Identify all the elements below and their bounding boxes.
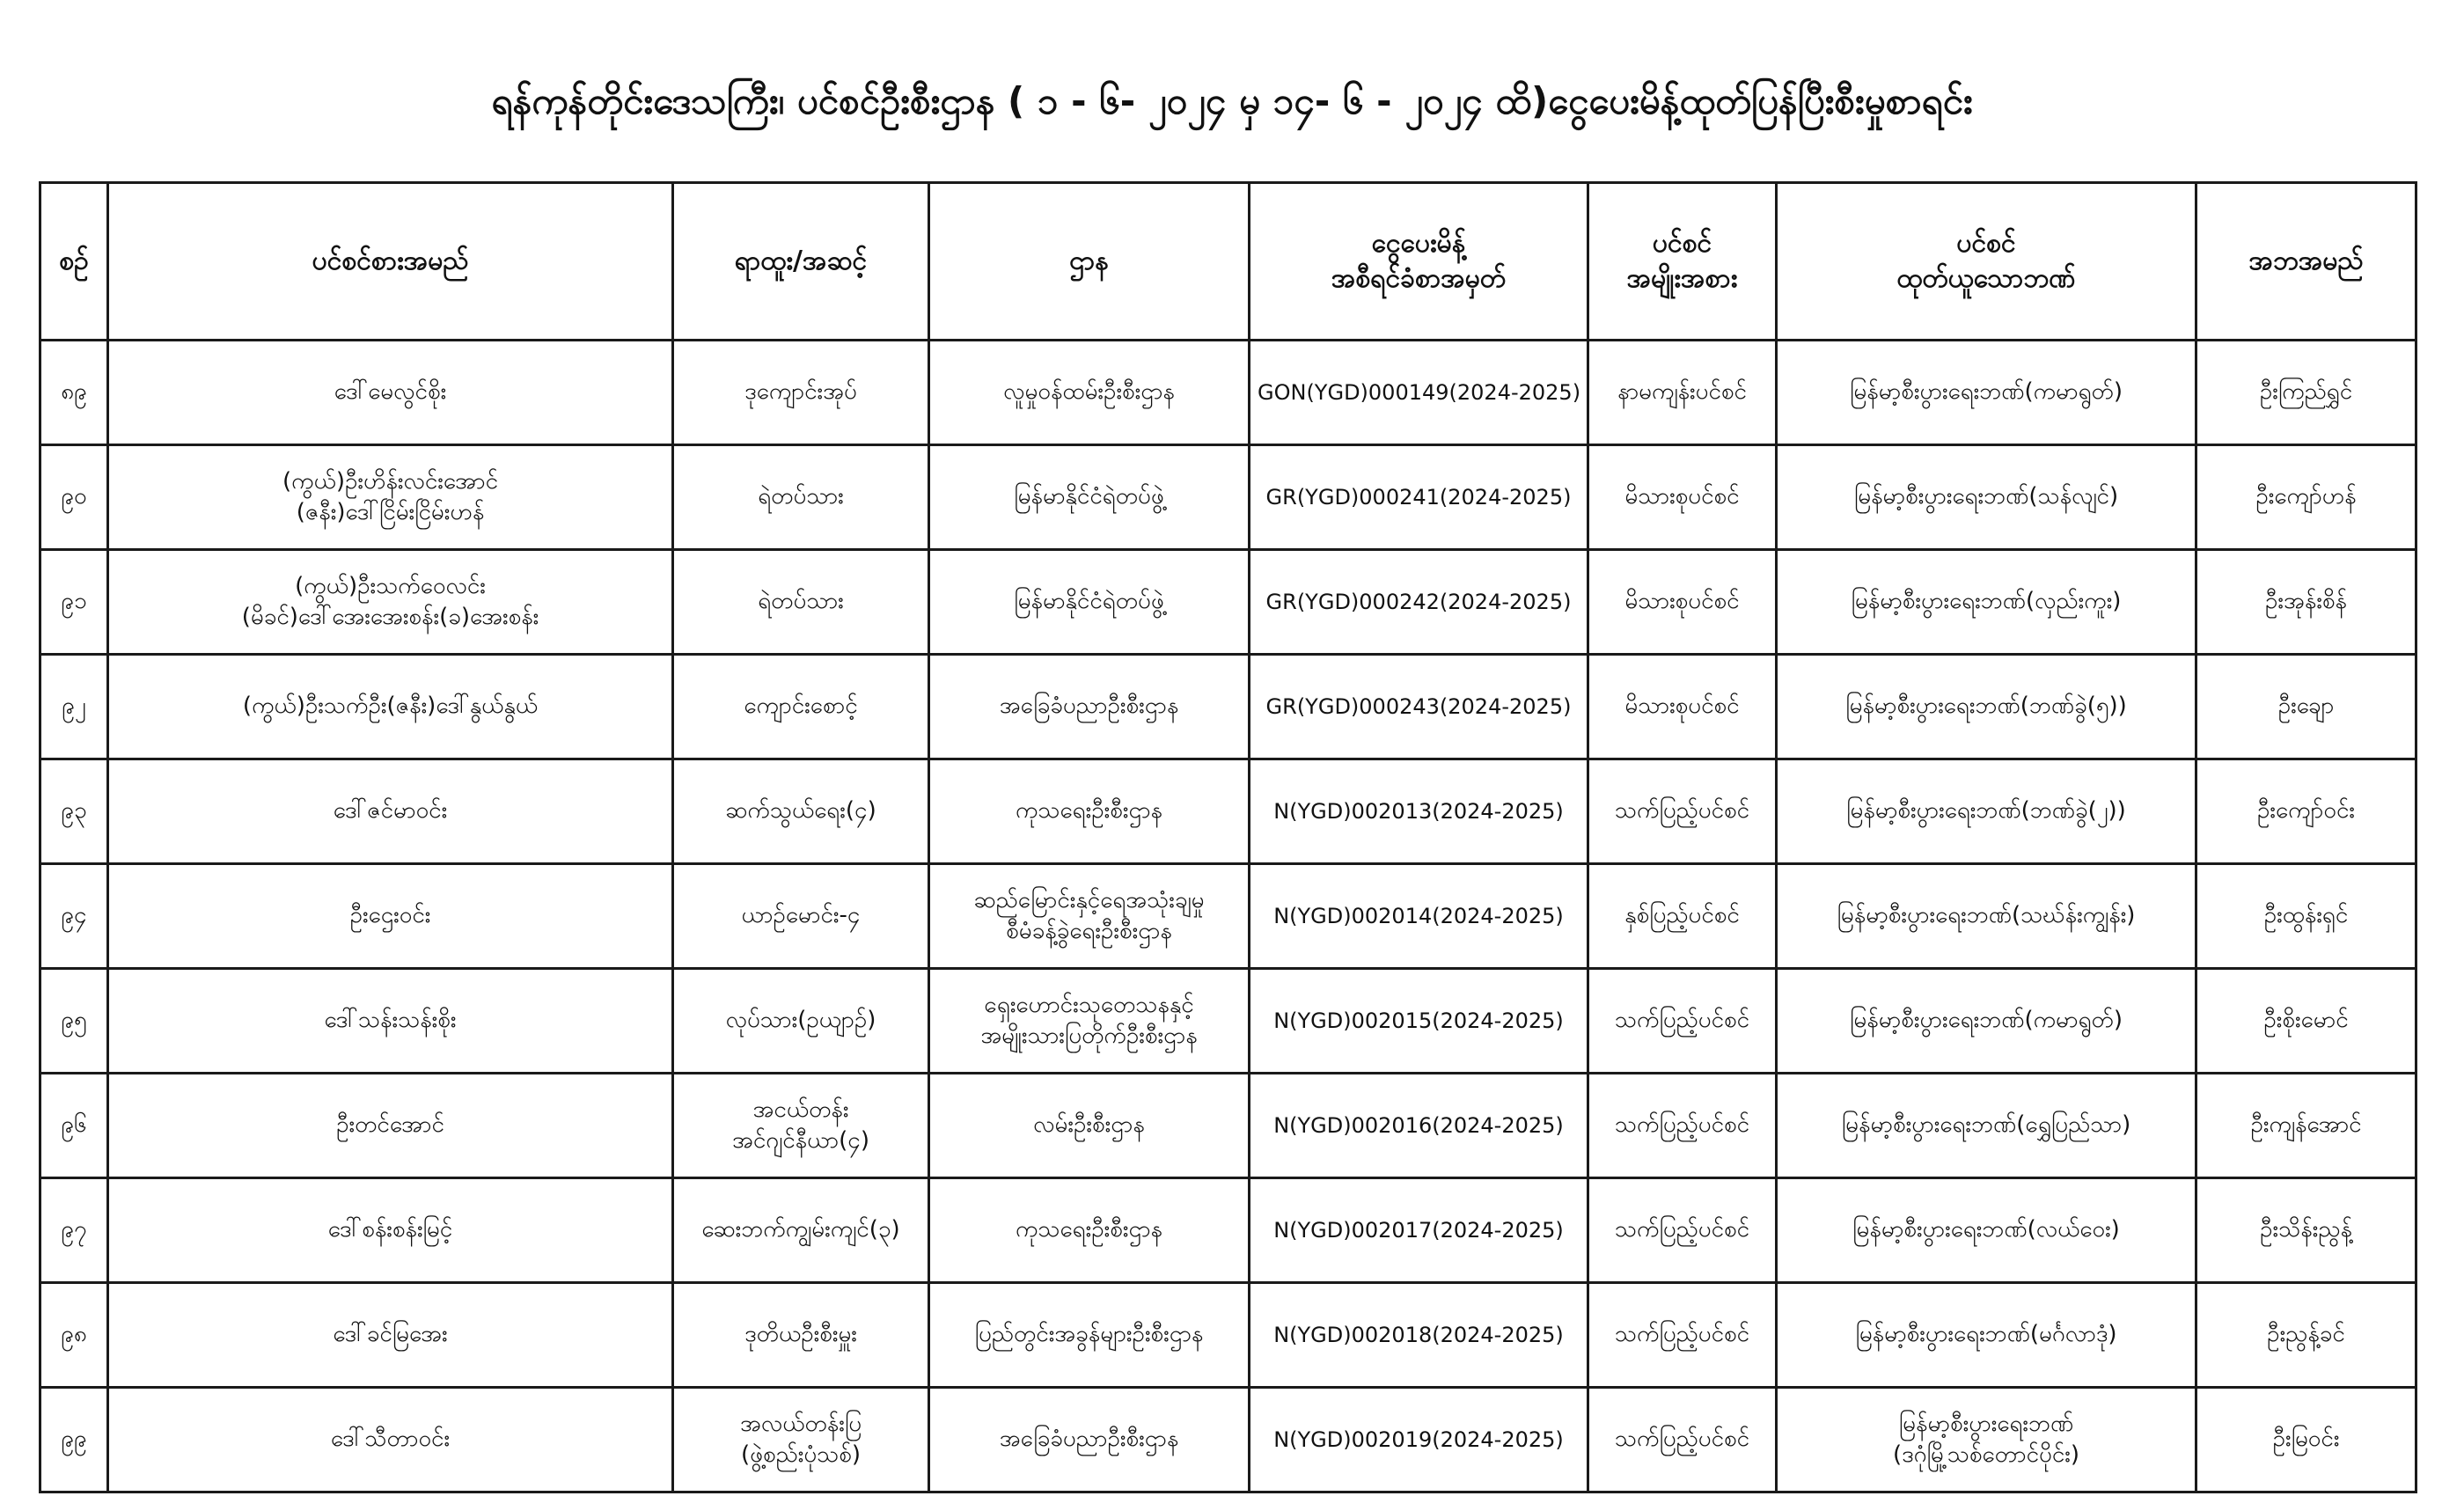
department-line2: အမျိုးသားပြတိုက်ဦးစီးဌာန: [980, 1023, 1198, 1049]
cell-department: [929, 1283, 1250, 1388]
page-title: ရန်ကုန်တိုင်းဒေသကြီး၊ ပင်စင်ဦးစီးဌာန ( ၁ - ၆- ၂၀၂၄ မှ ၁၄- ၆ - ၂၀၂၄ ထိ)ငွေပေးမိန့်ထုတ်ပြန်ပြီးစီးမှုစာရင်း: [491, 79, 1973, 122]
rank: အလယ်တန်းပြ: [739, 1410, 862, 1437]
cell-rank: [673, 969, 929, 1074]
pensioner-name: (ကွယ်)ဦးသက်ဦး(ဇနီး)ဒေါ်နွယ်နွယ်: [242, 693, 539, 720]
cell-name: [108, 1074, 673, 1178]
row-number: ၉၃: [61, 797, 87, 825]
rank-line2: (ဖွဲ့စည်းပုံသစ်): [740, 1441, 862, 1468]
cell-payment-order: [1250, 550, 1588, 655]
cell-no: [40, 969, 108, 1074]
pension-type: မိသားစုပင်စင်: [1624, 693, 1740, 720]
cell-name: [108, 1178, 673, 1283]
cell-payment-order: [1250, 445, 1588, 550]
cell-department: [929, 550, 1250, 655]
table-row: [40, 1178, 2416, 1283]
cell-bank: [1777, 864, 2196, 969]
department: လမ်းဦးစီးဌာန: [1033, 1111, 1145, 1139]
cell-pension-type: [1588, 655, 1777, 759]
cell-father-name: [2196, 1074, 2416, 1178]
pension-type: သက်ပြည့်ပင်စင်: [1614, 1426, 1750, 1453]
pension-type: မိသားစုပင်စင်: [1624, 483, 1740, 510]
cell-father-name: [2196, 655, 2416, 759]
cell-pension-type: [1588, 341, 1777, 445]
cell-department: [929, 1074, 1250, 1178]
cell-rank: [673, 445, 929, 550]
cell-father-name: [2196, 969, 2416, 1074]
cell-no: [40, 1178, 108, 1283]
cell-father-name: [2196, 1388, 2416, 1492]
cell-no: [40, 445, 108, 550]
father-name: ဦးစိုးမောင်: [2263, 1007, 2349, 1034]
row-number: ၈၉: [61, 378, 87, 406]
table-row: [40, 445, 2416, 550]
cell-payment-order: [1250, 969, 1588, 1074]
department: မြန်မာနိုင်ငံရဲတပ်ဖွဲ့: [1014, 483, 1164, 510]
cell-father-name: [2196, 1178, 2416, 1283]
cell-pension-type: [1588, 550, 1777, 655]
pension-type: မိသားစုပင်စင်: [1624, 588, 1740, 615]
cell-father-name: [2196, 1283, 2416, 1388]
header-payment-order-line1: ငွေပေးမိန့်: [1371, 227, 1466, 259]
row-number: ၉၈: [61, 1321, 87, 1348]
table-row: [40, 864, 2416, 969]
bank: မြန်မာ့စီးပွားရေးဘဏ်(ကမာရွတ်): [1850, 378, 2123, 406]
payment-order-number: N(YGD)002016(2024-2025): [1273, 1112, 1564, 1138]
cell-name: [108, 969, 673, 1074]
header-row: [40, 183, 2416, 341]
department: ကုသရေးဦးစီးဌာန: [1015, 797, 1163, 825]
payment-order-number: N(YGD)002013(2024-2025): [1273, 798, 1564, 824]
bank: မြန်မာ့စီးပွားရေးဘဏ်(ကမာရွတ်): [1850, 1007, 2123, 1034]
table-row: [40, 655, 2416, 759]
table-row: [40, 550, 2416, 655]
bank: မြန်မာ့စီးပွားရေးဘဏ်(လှည်းကူး): [1851, 588, 2122, 615]
cell-pension-type: [1588, 759, 1777, 864]
cell-name: [108, 655, 673, 759]
pension-type: သက်ပြည့်ပင်စင်: [1614, 1321, 1750, 1348]
pension-type: သက်ပြည့်ပင်စင်: [1614, 1111, 1750, 1139]
father-name: ဦးကျော်ဟန်: [2255, 483, 2357, 510]
rank: ယာဉ်မောင်း-၄: [741, 902, 861, 929]
cell-name: [108, 445, 673, 550]
pensioner-name: ဒေါ်သန်းသန်းစိုး: [324, 1007, 457, 1034]
row-number: ၉၉: [61, 1426, 87, 1453]
table-row: [40, 1074, 2416, 1178]
cell-bank: [1777, 1074, 2196, 1178]
cell-rank: [673, 864, 929, 969]
father-name: ဦးအုန်းစိန်: [2264, 588, 2348, 615]
department: ဆည်မြောင်းနှင့်ရေအသုံးချမှု: [973, 886, 1205, 913]
cell-bank: [1777, 445, 2196, 550]
cell-father-name: [2196, 864, 2416, 969]
cell-rank: [673, 655, 929, 759]
pensioner-name-line2: (မိခင်)ဒေါ်အေးအေးစန်း(ခ)အေးစန်း: [241, 604, 539, 630]
cell-name: [108, 341, 673, 445]
cell-pension-type: [1588, 864, 1777, 969]
row-number: ၉၇: [61, 1216, 87, 1243]
cell-no: [40, 1283, 108, 1388]
cell-department: [929, 341, 1250, 445]
cell-payment-order: [1250, 759, 1588, 864]
cell-payment-order: [1250, 655, 1588, 759]
father-name: ဦးညွန့်ခင်: [2267, 1321, 2345, 1348]
bank: မြန်မာ့စီးပွားရေးဘဏ်(မင်္ဂလာဒုံ): [1855, 1321, 2117, 1348]
header-no: စဉ်: [40, 183, 108, 341]
bank: မြန်မာ့စီးပွားရေးဘဏ်(သဃ်န်းကျွန်း): [1837, 902, 2136, 929]
header-bank: [1777, 183, 2196, 341]
header-rank: ရာထူး/အဆင့်: [673, 183, 929, 341]
cell-father-name: [2196, 341, 2416, 445]
pensioner-name: ဒေါ်ခင်မြအေး: [333, 1321, 448, 1348]
row-number: ၉၀: [61, 483, 87, 510]
department: လူမှုဝန်ထမ်းဦးစီးဌာန: [1003, 378, 1175, 406]
cell-pension-type: [1588, 969, 1777, 1074]
cell-pension-type: [1588, 1388, 1777, 1492]
cell-payment-order: [1250, 1388, 1588, 1492]
header-name: ပင်စင်စားအမည်: [108, 183, 673, 341]
bank: မြန်မာ့စီးပွားရေးဘဏ်(ဘဏ်ခွဲ(၂)): [1846, 797, 2126, 825]
cell-bank: [1777, 759, 2196, 864]
cell-name: [108, 1388, 673, 1492]
table-body: [40, 341, 2416, 1492]
bank: မြန်မာ့စီးပွားရေးဘဏ်: [1898, 1410, 2074, 1437]
bank: မြန်မာ့စီးပွားရေးဘဏ်(ဘဏ်ခွဲ(၅)): [1845, 693, 2127, 720]
header-payment-order-line2: အစီရင်ခံစာအမှတ်: [1331, 263, 1507, 294]
cell-bank: [1777, 969, 2196, 1074]
cell-no: [40, 341, 108, 445]
rank-line2: အင်ဂျင်နီယာ(၄): [732, 1127, 869, 1154]
header-payment-order: [1250, 183, 1588, 341]
cell-father-name: [2196, 445, 2416, 550]
header-bank-line2: ထုတ်ယူသောဘဏ်: [1896, 263, 2076, 294]
cell-pension-type: [1588, 445, 1777, 550]
cell-department: [929, 445, 1250, 550]
cell-payment-order: [1250, 864, 1588, 969]
cell-pension-type: [1588, 1178, 1777, 1283]
payment-order-number: GR(YGD)000243(2024-2025): [1265, 693, 1572, 719]
cell-payment-order: [1250, 1178, 1588, 1283]
cell-name: [108, 1283, 673, 1388]
payment-order-number: N(YGD)002014(2024-2025): [1273, 903, 1564, 928]
cell-department: [929, 1178, 1250, 1283]
rank: ဆက်သွယ်ရေး(၄): [725, 797, 876, 825]
header-pension-type-line2: အမျိုးအစား: [1626, 263, 1738, 294]
pensioner-name: ဒေါ်စန်းစန်းမြင့်: [327, 1216, 453, 1243]
pensioner-name: ဦးဌေးဝင်း: [349, 902, 431, 929]
pensioner-name: (ကွယ်)ဦးဟိန်းလင်းအောင်: [282, 467, 498, 495]
pensioner-name: (ကွယ်)ဦးသက်ဝေလင်း: [295, 572, 486, 599]
cell-bank: [1777, 655, 2196, 759]
pension-table: [39, 181, 2417, 1493]
rank: ဒုတိယဦးစီးမှူး: [744, 1321, 857, 1348]
cell-bank: [1777, 1178, 2196, 1283]
cell-no: [40, 1388, 108, 1492]
table-row: [40, 341, 2416, 445]
father-name: ဦးကျော်ဝင်း: [2256, 797, 2355, 825]
department: အခြေခံပညာဦးစီးဌာန: [999, 1426, 1179, 1453]
cell-bank: [1777, 1388, 2196, 1492]
department: ရှေးဟောင်းသုတေသနနှင့်: [984, 991, 1194, 1018]
department: ပြည်တွင်းအခွန်များဦးစီးဌာန: [974, 1321, 1204, 1348]
cell-bank: [1777, 550, 2196, 655]
rank: ကျောင်းစောင့်: [744, 693, 858, 720]
rank: ဒုကျောင်းအုပ်: [744, 378, 857, 406]
header-department: ဌာန: [929, 183, 1250, 341]
rank: လုပ်သား(ဥယျာဉ်): [725, 1007, 876, 1034]
cell-name: [108, 759, 673, 864]
row-number: ၉၅: [61, 1007, 87, 1034]
cell-rank: [673, 341, 929, 445]
cell-department: [929, 1388, 1250, 1492]
cell-rank: [673, 550, 929, 655]
pensioner-name-line2: (ဇနီး)ဒေါ်ငြိမ်းငြိမ်းဟန်: [296, 499, 485, 525]
payment-order-number: N(YGD)002017(2024-2025): [1273, 1217, 1564, 1243]
rank: အငယ်တန်း: [752, 1096, 849, 1123]
cell-no: [40, 1074, 108, 1178]
pension-type: သက်ပြည့်ပင်စင်: [1614, 797, 1750, 825]
cell-father-name: [2196, 550, 2416, 655]
cell-department: [929, 655, 1250, 759]
department: အခြေခံပညာဦးစီးဌာန: [999, 693, 1179, 720]
table-row: [40, 1388, 2416, 1492]
cell-no: [40, 864, 108, 969]
cell-department: [929, 864, 1250, 969]
payment-order-number: GON(YGD)000149(2024-2025): [1258, 379, 1581, 405]
cell-rank: [673, 1283, 929, 1388]
father-name: ဦးကြည်ရွှင်: [2259, 378, 2353, 406]
table-row: [40, 969, 2416, 1074]
payment-order-number: N(YGD)002018(2024-2025): [1273, 1322, 1564, 1347]
father-name: ဦးမြဝင်း: [2272, 1426, 2340, 1453]
table-row: [40, 759, 2416, 864]
cell-pension-type: [1588, 1283, 1777, 1388]
department: ကုသရေးဦးစီးဌာန: [1015, 1216, 1163, 1243]
cell-department: [929, 969, 1250, 1074]
cell-rank: [673, 1178, 929, 1283]
department: မြန်မာနိုင်ငံရဲတပ်ဖွဲ့: [1014, 588, 1164, 615]
row-number: ၉၁: [61, 588, 87, 615]
payment-order-number: N(YGD)002019(2024-2025): [1273, 1426, 1564, 1452]
pensioner-name: ဒေါ်မေလွင်စိုး: [334, 378, 447, 406]
pensioner-name: ဦးတင်အောင်: [336, 1111, 444, 1139]
pension-type: နှစ်ပြည့်ပင်စင်: [1624, 902, 1740, 929]
cell-father-name: [2196, 759, 2416, 864]
cell-rank: [673, 1074, 929, 1178]
cell-rank: [673, 759, 929, 864]
rank: ရဲတပ်သား: [758, 588, 844, 615]
cell-no: [40, 550, 108, 655]
father-name: ဦးချော: [2277, 693, 2335, 720]
row-number: ၉၂: [62, 693, 86, 720]
payment-order-number: N(YGD)002015(2024-2025): [1273, 1008, 1564, 1033]
rank: ရဲတပ်သား: [758, 483, 844, 510]
father-name: ဦးသိန်းညွန့်: [2260, 1216, 2352, 1243]
cell-department: [929, 759, 1250, 864]
cell-payment-order: [1250, 1283, 1588, 1388]
cell-name: [108, 550, 673, 655]
cell-pension-type: [1588, 1074, 1777, 1178]
bank: မြန်မာ့စီးပွားရေးဘဏ်(လယ်ဝေး): [1852, 1216, 2120, 1243]
bank: မြန်မာ့စီးပွားရေးဘဏ်(ရွှေပြည်သာ): [1841, 1111, 2131, 1139]
cell-bank: [1777, 1283, 2196, 1388]
cell-payment-order: [1250, 1074, 1588, 1178]
father-name: ဦးကျန်အောင်: [2250, 1111, 2362, 1139]
rank: ဆေးဘက်ကျွမ်းကျင်(၃): [701, 1216, 900, 1243]
cell-no: [40, 655, 108, 759]
header-father-name: အဘအမည်: [2196, 183, 2416, 341]
payment-order-number: GR(YGD)000241(2024-2025): [1265, 484, 1572, 510]
cell-payment-order: [1250, 341, 1588, 445]
pension-type: နာမကျန်းပင်စင်: [1617, 378, 1747, 406]
cell-name: [108, 864, 673, 969]
header-pension-type-line1: ပင်စင်: [1652, 227, 1712, 259]
cell-rank: [673, 1388, 929, 1492]
pensioner-name: ဒေါ်သီတာဝင်း: [330, 1426, 451, 1453]
header-bank-line1: ပင်စင်: [1956, 227, 2016, 259]
pension-type: သက်ပြည့်ပင်စင်: [1614, 1216, 1750, 1243]
pensioner-name: ဒေါ်ဇင်မာဝင်း: [333, 797, 448, 825]
cell-bank: [1777, 341, 2196, 445]
bank: မြန်မာ့စီးပွားရေးဘဏ်(သန်လျင်): [1853, 483, 2119, 510]
header-pension-type: [1588, 183, 1777, 341]
row-number: ၉၄: [61, 902, 87, 929]
bank-line2: (ဒဂုံမြို့သစ်တောင်ပိုင်း): [1892, 1441, 2080, 1468]
pension-type: သက်ပြည့်ပင်စင်: [1614, 1007, 1750, 1034]
row-number: ၉၆: [61, 1111, 87, 1139]
father-name: ဦးထွန်းရှင်: [2263, 902, 2349, 929]
payment-order-number: GR(YGD)000242(2024-2025): [1265, 589, 1572, 614]
department-line2: စီမံခန့်ခွဲရေးဦးစီးဌာန: [1006, 918, 1172, 944]
cell-no: [40, 759, 108, 864]
table-row: [40, 1283, 2416, 1388]
